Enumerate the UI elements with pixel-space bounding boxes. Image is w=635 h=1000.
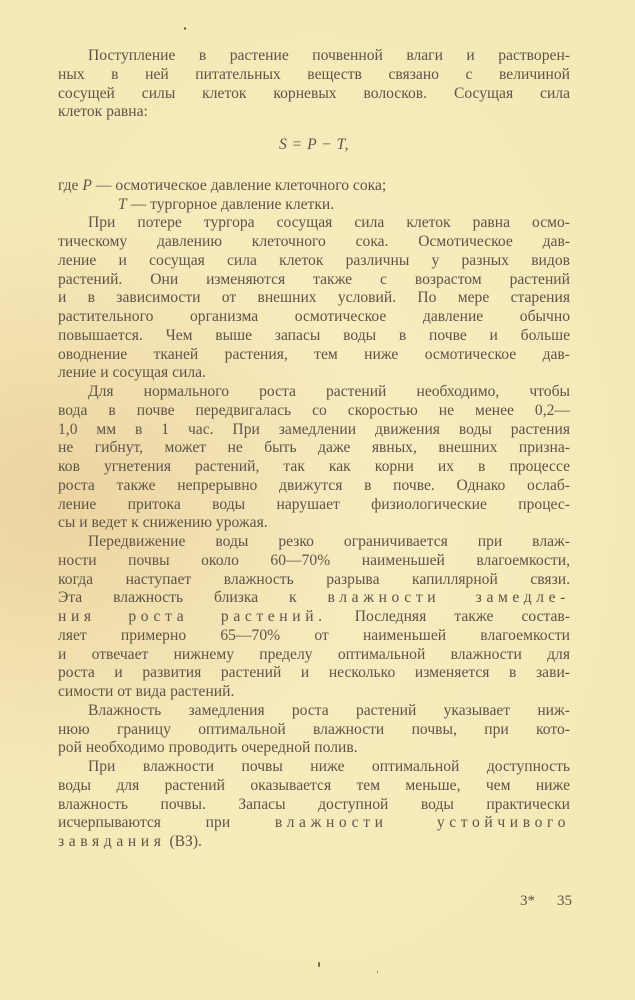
text-line: ление притока воды нарушает физиологические процес- [58,495,570,513]
text-line: симости от вида растений. [58,683,235,700]
text-line: Поступление в растение почвенной влаги и растворен- [88,47,570,64]
text-line: При потере тургора сосущая сила клеток равна осмо- [88,214,570,232]
text-line: растительного организма осмотическое давление обычно [58,308,570,325]
text-line: Для нормального роста растений необходимо, чтобы [88,383,570,400]
text-line: При влажности почвы ниже оптимальной доступность [88,758,570,775]
spaced-term: ния роста растений. [58,608,327,625]
text-line [58,814,570,833]
text-line: растений. Они изменяются также с возрастом растений [58,270,570,288]
text-line: ных в ней питательных веществ связано с величиной [58,65,570,83]
text-line [58,608,570,627]
text-line: сосущей силы клеток корневых волосков. Сосущая сила [58,84,570,102]
text-line: не гибнут, может не быть даже явных, внешних призна- [58,439,570,457]
text-line: рой необходимо проводить очередной полив. [58,739,358,757]
page-number: 35 [557,893,572,909]
text-line: повышается. Чем выше запасы воды в почве и больше [58,326,570,344]
text-line: и в зависимости от внешних условий. По мере старения [58,289,570,307]
text-line: нюю границу оптимальной влажности почвы, при кото- [58,720,570,738]
text-line: ности почвы около 60—70% наименьшей влагоемкости, [58,551,570,569]
text-run: (ВЗ). [169,833,202,850]
spaced-term: влажности устойчивого [274,814,570,832]
formula: S = P − T, [278,136,350,153]
definition-symbol: P [82,176,92,194]
definition-text: — осмотическое давление клеточного сока; [95,176,387,194]
text-line: когда наступает влажность разрыва капиллярной связи. [58,570,570,588]
text-line: вода в почве передвигалась со скоростью не менее 0,2— [58,401,570,419]
text-run: Эта влажность близка к [58,589,297,607]
definition-prefix: где [58,176,79,194]
text-run: Последняя также состав- [354,608,570,625]
text-line: ление и сосущая сила. [58,364,206,382]
text-run: исчерпываются при [58,814,231,832]
spaced-term: влажности замедле- [327,589,570,607]
text-line: и отвечает нижнему пределу оптимальной влажности для [58,645,570,663]
spaced-term: завядания [58,833,166,850]
text-line: роста и развития растений и несколько изменяется в зави- [58,664,570,682]
paper-speck [318,962,320,967]
definition-line [58,196,570,215]
text-line: роста также непрерывно движутся в почве. Однако ослаб- [58,476,570,494]
signature-mark: 3* [520,893,535,909]
text-line: влажность почвы. Запасы доступной воды практически [58,795,570,813]
page-footer [520,893,572,910]
text-line: ков угнетения растений, так как корни их в процессе [58,458,570,475]
text-line: воды для растений оказывается тем меньше, чем ниже [58,776,570,794]
text-line: клеток равна: [58,103,148,121]
definition-line [58,177,570,196]
text-line: тическому давлению клеточного сока. Осмотическое дав- [58,233,570,250]
text-line: оводнение тканей растения, тем ниже осмотическое дав- [58,345,570,363]
definition-symbol: T [118,195,127,213]
paper-speck [184,27,186,30]
text-line: 1,0 мм в 1 час. При замедлении движения воды растения [58,420,570,438]
text-line: Передвижение воды резко ограничивается при влаж- [88,533,570,550]
text-line [58,833,570,852]
text-line: сы и ведет к снижению урожая. [58,514,268,532]
paper-speck [377,971,378,973]
text-line [58,589,570,608]
text-line: ляет примерно 65—70% от наименьшей влагоемкости [58,626,570,644]
definition-text: — тургорное давление клетки. [130,195,335,213]
text-line: ление и сосущая сила клеток различны у разных видов [58,251,570,269]
text-line: Влажность замедления роста растений указывает ниж- [88,701,570,719]
page-body [58,47,570,852]
